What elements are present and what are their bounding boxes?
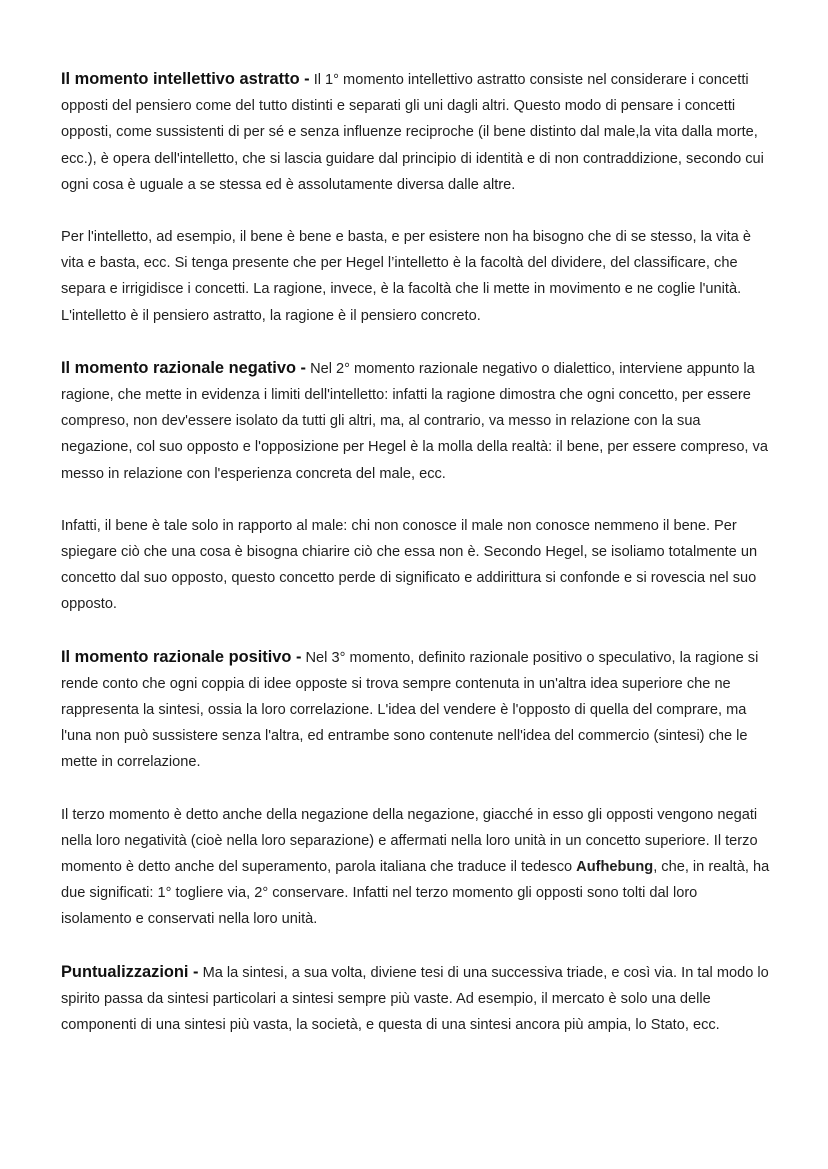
paragraph-puntualizzazioni [61, 959, 771, 1039]
section-text: Nel 3° momento, definito razionale positivo o speculativo, la ragione si rende conto che ogni coppia di idee opposte si trova sempre contenuta in un'altra idea superiore che ne rappresenta la sintesi, ossia la loro correlazione. L'idea del vendere è l'opposto di quella del comprare, ma l'una non può sussistere senza l'altra, ed entrambe sono contenute nell'idea del commercio (sintesi) che le mette in correlazione. [61, 649, 759, 771]
paragraph-momento-razionale-positivo [61, 644, 771, 776]
paragraph-momento-intellettivo [61, 66, 771, 198]
paragraph-intelletto-ragione: Per l'intelletto, ad esempio, il bene è bene e basta, e per esistere non ha bisogno che di se stesso, la vita è vita e basta, ecc. Si tenga presente che per Hegel l’intelletto è la facoltà del dividere, del classificare, che separa e irrigidisce i concetti. La ragione, invece, è la facoltà che li mette in movimento e ne coglie l'unità. L'intelletto è il pensiero astratto, la ragione è il pensiero concreto. [61, 229, 751, 324]
paragraph-negazione-negazione [61, 802, 771, 933]
section-heading-momento-razionale-positivo: Il momento razionale positivo - [61, 647, 302, 666]
section-heading-momento-intellettivo: Il momento intellettivo astratto - [61, 70, 310, 88]
section-text: Nel 2° momento razionale negativo o dialettico, interviene appunto la ragione, che mette in evidenza i limiti dell'intelletto: infatti la ragione dimostra che ogni concetto, per essere compreso, non dev'essere isolato da tutti gli altri, ma, al contrario, va messo in relazione con la sua negazione, col suo opposto e l'opposizione per Hegel è la molla della realtà: il bene, per essere compreso, va messo in relazione con l'esperienza concreta del male, ecc. [61, 360, 768, 482]
section-text: Il 1° momento intellettivo astratto consiste nel considerare i concetti opposti del pensiero come del tutto distinti e separati gli uni dagli altri. Questo modo di pensare i concetti opposti, come sussistenti di per sé e senza influenze reciproche (il bene distinto dal male,la vita dalla morte, ecc.), è opera dell'intelletto, che si lascia guidare dal principio di identità e di non contraddizione, secondo cui ogni cosa è uguale a se stessa ed è assolutamente diversa dalle altre. [61, 72, 764, 193]
section-heading-momento-razionale-negativo: Il momento razionale negativo - [61, 358, 306, 377]
paragraph-text-part-a: Il terzo momento è detto anche della negazione della negazione, giacché in esso gli opposti vengono negati nella loro negatività (cioè nella loro separazione) e affermati nella loro unità in un concetto superiore. Il terzo momento è detto anche del superamento, parola italiana che traduce il tedesco [61, 806, 758, 876]
paragraph-text-part-b: , che, in realtà, ha due significati: 1° togliere via, 2° conservare. Infatti nel terzo momento gli opposti sono tolti dal loro isolamento e conservati nella loro unità. [61, 859, 770, 928]
section-text: Ma la sintesi, a sua volta, diviene tesi di una successiva triade, e così via. In tal modo lo spirito passa da sintesi particolari a sintesi sempre più vaste. Ad esempio, il mercato è solo una delle componenti di una sintesi più vasta, la società, e questa di una sintesi ancora più ampia, lo Stato, ecc. [61, 964, 769, 1034]
document-page [61, 66, 771, 1064]
paragraph-bene-male: Infatti, il bene è tale solo in rapporto al male: chi non conosce il male non conosce nemmeno il bene. Per spiegare ciò che una cosa è bisogna chiarire ciò che essa non è. Secondo Hegel, se isoliamo totalmente un concetto dal suo opposto, questo concetto perde di significato e addirittura si confonde e si rovescia nel suo opposto. [61, 517, 758, 613]
term-aufhebung: Aufhebung [576, 859, 654, 876]
paragraph-momento-razionale-negativo [61, 355, 771, 487]
section-heading-puntualizzazioni: Puntualizzazioni - [61, 962, 199, 981]
